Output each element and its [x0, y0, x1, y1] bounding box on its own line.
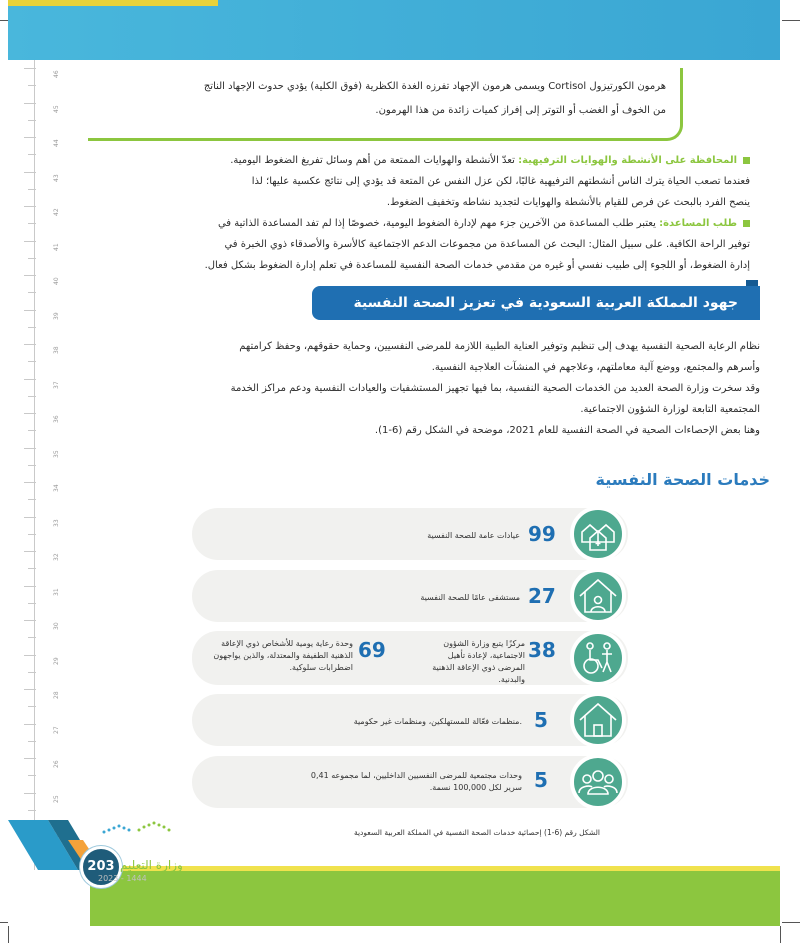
- bullet-line: فعندما تصعب الحياة يترك الناس أنشطتهم الترفيهية غالبًا، لكن عزل النفس عن المتعة قد يؤدي إلى نتائج عكسية عليها؛ لذا: [251, 176, 750, 187]
- info-box-line-1: هرمون الكورتيزول Cortisol ويسمى هرمون الإجهاد تفرزه الغدة الكظرية (فوق الكلية) يؤدي حدوث الإجهاد الناتج: [203, 81, 666, 92]
- ruler-tick: [28, 637, 36, 638]
- ruler-tick: [28, 120, 36, 121]
- ruler-number: 32: [53, 553, 60, 561]
- ruler-tick: [24, 344, 36, 345]
- ruler-tick: [28, 672, 36, 673]
- ruler-tick: [28, 706, 36, 707]
- ruler-tick: [24, 655, 36, 656]
- bullet-keyword: طلب المساعدة:: [659, 218, 737, 229]
- crop-mark: [782, 922, 800, 923]
- ruler-number: 27: [53, 725, 60, 734]
- service-text: مستشفى عامًا للصحة النفسية: [420, 593, 520, 602]
- body-paragraph-2-cont: المجتمعية التابعة لوزارة الشؤون الاجتماعية.: [580, 404, 760, 415]
- ruler-tick: [24, 586, 36, 587]
- ruler-number: 41: [53, 242, 60, 251]
- ruler-tick: [28, 396, 36, 397]
- ruler-number: 35: [53, 449, 60, 458]
- bullet-line: إدارة الضغوط، أو اللجوء إلى طبيب نفسي أو غيره من مقدمي خدمات الصحة النفسية للمساعدة في تعلم إدارة الضغوط بشكل فعال.: [204, 260, 750, 271]
- crop-mark: [0, 20, 8, 21]
- ruler-tick: [28, 154, 36, 155]
- crop-mark: [8, 926, 9, 943]
- ruler-tick: [28, 85, 36, 86]
- bullet-text: يعتبر طلب المساعدة من الآخرين جزء مهم لإدارة الضغوط اليومية، خصوصًا إذا لم تفد المساعدة الذاتية في: [217, 218, 656, 229]
- top-accent-strip: [8, 0, 218, 6]
- ruler-tick: [24, 379, 36, 380]
- clinics-icon: [574, 510, 622, 558]
- ruler-tick: [28, 430, 36, 431]
- bullet-line: توفير الراحة الكافية. على سبيل المثال: البحث عن المساعدة من مجموعات الدعم الاجتماعية كالأسرة والأصدقاء ذوي الخبرة في: [224, 239, 750, 250]
- service-text: عيادات عامة للصحة النفسية: [427, 531, 520, 540]
- ministry-name: وزارة التعليم: [120, 858, 183, 872]
- ruler-number: 44: [53, 139, 60, 147]
- ruler-number: 25: [53, 794, 60, 803]
- info-box-line-2: من الخوف أو الغضب أو التوتر إلى إفراز كميات زائدة من هذا الهرمون.: [375, 105, 666, 116]
- service-text-2: وحدة رعاية يومية للأشخاص ذوي الإعاقة الذهنية الطفيفة والمعتدلة، والذين يواجهون اضطرابات سلوكية.: [213, 639, 353, 672]
- ministry-logo-dots-icon: [94, 818, 184, 838]
- ruler-number: 30: [53, 622, 60, 630]
- ruler-tick: [24, 793, 36, 794]
- crop-mark: [780, 926, 781, 943]
- service-text: وحدات مجتمعية للمرضى النفسيين الداخليين، لما مجموعه 0,41 سرير لكل 100,000 نسمة.: [310, 771, 522, 792]
- ruler-number: 28: [53, 691, 60, 699]
- ruler-tick: [24, 137, 36, 138]
- bottom-accent-strip: [90, 866, 780, 871]
- ruler-tick: [24, 689, 36, 690]
- service-icon-circle: [570, 692, 626, 748]
- body-paragraph-2: وقد سخرت وزارة الصحة العديد من الخدمات الصحية النفسية، بما فيها تجهيز المستشفيات والعيادات النفسية ودعم مراكز الخدمة: [230, 383, 760, 394]
- service-text: مركزًا يتبع وزارة الشؤون الاجتماعية، لإعادة تأهيل المرضى ذوي الإعاقة الذهنية والبدنية.: [432, 639, 525, 684]
- body-paragraph-1-cont: وأسرهم والمجتمع، ووضع آلية معاملتهم، وعلاجهم في المنشآت العلاجية النفسية.: [431, 362, 760, 373]
- service-number-2: 69: [358, 638, 386, 662]
- service-number: 99: [528, 522, 556, 546]
- ruler-tick: [24, 482, 36, 483]
- ruler-tick: [24, 275, 36, 276]
- ruler-tick: [24, 620, 36, 621]
- ruler-tick: [28, 258, 36, 259]
- figure-caption: الشكل رقم (6-1) إحصائية خدمات الصحة النفسية في المملكة العربية السعودية: [353, 828, 600, 837]
- ruler-tick: [24, 172, 36, 173]
- ruler-tick: [24, 310, 36, 311]
- ruler-number: 46: [53, 70, 60, 78]
- bullet-line: ينصح الفرد بالبحث عن فرص للقيام بالأنشطة والهوايات لتجديد نشاطه وتخفيف الضغوط.: [386, 197, 750, 208]
- house-icon: [574, 696, 622, 744]
- ruler-number: 31: [53, 587, 60, 596]
- disability-icon: [574, 634, 622, 682]
- service-icon-circle: [570, 754, 626, 810]
- crop-mark: [0, 922, 8, 923]
- ruler-number: 43: [53, 173, 60, 182]
- ruler-tick: [28, 465, 36, 466]
- bullet-square-icon: [743, 220, 750, 227]
- service-number: 38: [528, 638, 556, 662]
- ruler-number: 38: [53, 346, 60, 354]
- ruler-tick: [28, 499, 36, 500]
- ministry-edition: 2023 - 1444: [98, 874, 147, 883]
- bullet-help: [50, 213, 750, 234]
- ruler-number: 45: [53, 104, 60, 113]
- ruler-tick: [24, 517, 36, 518]
- ruler-tick: [28, 534, 36, 535]
- ruler-number: 29: [53, 656, 60, 665]
- ruler-number: 40: [53, 277, 60, 285]
- ruler-tick: [24, 448, 36, 449]
- body-paragraph-3: وهنا بعض الإحصاءات الصحية في الصحة النفسية للعام 2021، موضحة في الشكل رقم (6-1).: [374, 425, 760, 436]
- ruler-tick: [28, 327, 36, 328]
- bullet-text: تعدّ الأنشطة والهوايات الممتعة من أهم وسائل تفريغ الضغوط اليومية.: [230, 155, 515, 166]
- service-icon-circle: [570, 568, 626, 624]
- bullet-leisure: [50, 150, 750, 171]
- ruler-tick: [24, 241, 36, 242]
- ruler-tick: [24, 758, 36, 759]
- bullet-square-icon: [743, 157, 750, 164]
- ruler-number: 33: [53, 518, 60, 527]
- ruler-tick: [24, 413, 36, 414]
- service-number: 27: [528, 584, 556, 608]
- ruler-tick: [24, 68, 36, 69]
- service-icon-circle: [570, 506, 626, 562]
- ruler-number: 39: [53, 311, 60, 320]
- people-icon: [574, 758, 622, 806]
- ruler-tick: [24, 206, 36, 207]
- service-number: 5: [534, 768, 548, 792]
- ruler-tick: [24, 103, 36, 104]
- section-banner: جهود المملكة العربية السعودية في تعزيز الصحة النفسية: [312, 286, 760, 320]
- service-icon-circle: [570, 630, 626, 686]
- bullet-keyword: المحافظة على الأنشطة والهوايات الترفيهية:: [518, 155, 737, 166]
- ruler-number: 36: [53, 415, 60, 423]
- ruler-tick: [28, 603, 36, 604]
- ruler-number: 26: [53, 760, 60, 768]
- ruler-tick: [28, 223, 36, 224]
- ruler-tick: [28, 741, 36, 742]
- ruler-tick: [24, 551, 36, 552]
- service-text: .منظمات فعّالة للمستهلكين، ومنظمات غير حكومية: [353, 717, 522, 726]
- ruler-number: 34: [53, 484, 60, 492]
- crop-mark: [782, 20, 800, 21]
- bottom-color-bar: [90, 866, 780, 926]
- ruler-tick: [28, 775, 36, 776]
- ruler-number: 42: [53, 208, 60, 216]
- top-color-bar: [8, 0, 780, 60]
- service-number: 5: [534, 708, 548, 732]
- ruler-tick: [28, 361, 36, 362]
- ruler-tick: [24, 724, 36, 725]
- ruler-number: 37: [53, 380, 60, 389]
- ruler-tick: [28, 292, 36, 293]
- hospital-icon: [574, 572, 622, 620]
- body-paragraph-1: نظام الرعاية الصحية النفسية يهدف إلى تنظيم وتوفير العناية الطبية اللازمة للمرضى النفسيين، وحماية حقوقهم، وحفظ كرامتهم: [239, 341, 760, 352]
- services-title: خدمات الصحة النفسية: [595, 470, 770, 489]
- page-number-badge: 203: [80, 846, 122, 888]
- ruler-tick: [28, 189, 36, 190]
- ruler-tick: [28, 568, 36, 569]
- ruler-tick: [28, 810, 36, 811]
